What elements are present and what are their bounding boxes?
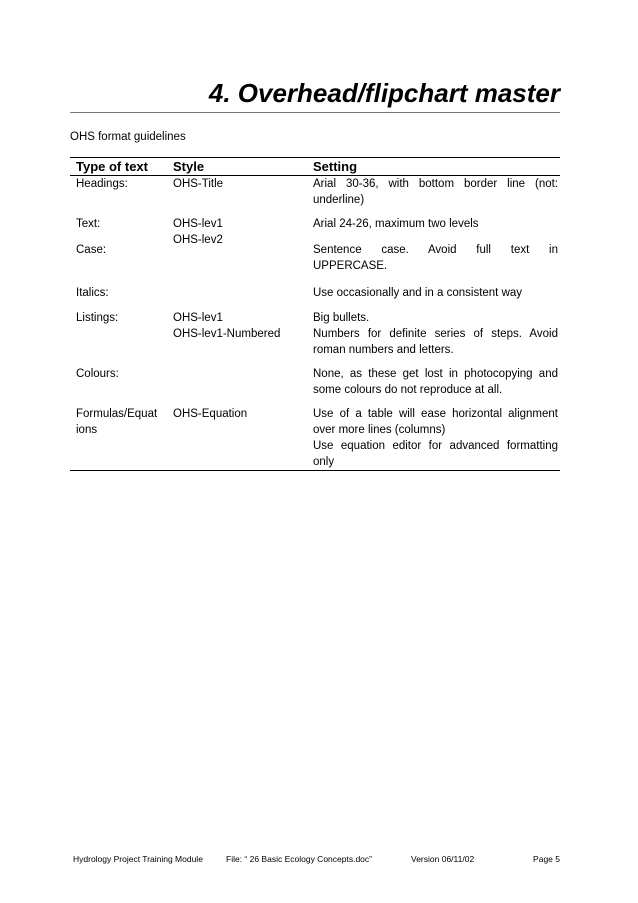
row-type: Italics:: [76, 287, 109, 299]
guidelines-table: [70, 157, 560, 471]
row-type: Colours:: [76, 368, 119, 380]
row-type: Text:: [76, 218, 101, 230]
table-row: [70, 242, 560, 285]
footer-version: Version 06/11/02: [411, 854, 475, 864]
table-row: [70, 406, 560, 470]
footer-page: Page 5: [533, 854, 560, 864]
row-style: [173, 242, 313, 285]
header-style: Style: [173, 159, 205, 174]
row-style: OHS-lev1 OHS-lev1-Numbered: [173, 312, 281, 340]
footer-module: Hydrology Project Training Module: [73, 854, 203, 864]
row-setting: None, as these get lost in photocopying and some colours do not reproduce at all.: [313, 368, 558, 396]
row-type: Formulas/Equat ions: [76, 408, 158, 436]
row-setting: Big bullets. Numbers for definite series of steps. Avoid roman numbers and letters.: [313, 312, 558, 356]
row-style: [173, 285, 313, 310]
header-setting: Setting: [313, 159, 358, 174]
footer-file: File: “ 26 Basic Ecology Concepts.doc”: [226, 854, 372, 864]
row-type: Listings:: [76, 312, 119, 324]
table-row: [70, 285, 560, 310]
table-header: [70, 158, 560, 176]
row-type: Headings:: [76, 178, 128, 190]
row-setting: Use of a table will ease horizontal alignment over more lines (columns) Use equation editor for advanced formatting only: [313, 408, 558, 468]
table-row: [70, 310, 560, 366]
table-row: [70, 366, 560, 406]
row-style: OHS-Title: [173, 178, 224, 190]
header-type-of-text: Type of text: [76, 159, 148, 174]
row-setting: Arial 30-36, with bottom border line (not: underline): [313, 178, 558, 206]
row-style: OHS-lev1 OHS-lev2: [173, 218, 223, 246]
row-style: OHS-Equation: [173, 408, 248, 420]
row-setting: Use occasionally and in a consistent way: [313, 287, 523, 299]
table-row: [70, 216, 560, 246]
section-subtitle: OHS format guidelines: [70, 131, 186, 143]
table-row: [70, 176, 560, 216]
row-type: Case:: [76, 244, 107, 256]
page-title: 4. Overhead/flipchart master: [70, 76, 560, 113]
row-setting: Arial 24-26, maximum two levels: [313, 218, 479, 230]
row-style: [173, 366, 313, 406]
row-setting: Sentence case. Avoid full text in UPPERCASE.: [313, 244, 558, 272]
